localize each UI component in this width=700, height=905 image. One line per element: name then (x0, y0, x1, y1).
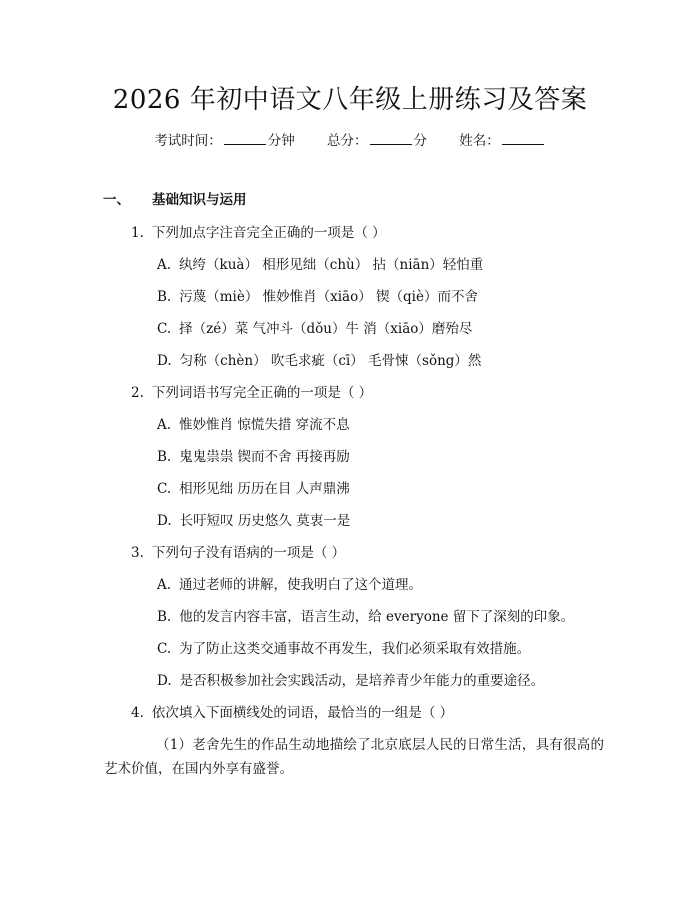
question-number: 4. (131, 705, 144, 721)
question-3-option-a (157, 575, 422, 595)
name-blank (502, 131, 544, 145)
option-letter: D. (157, 513, 172, 529)
question-text: 依次填入下面横线处的词语，最恰当的一组是（ ） (151, 705, 454, 721)
question-1-option-a (157, 255, 483, 275)
question-2-option-b (157, 447, 350, 467)
option-letter: C. (157, 321, 172, 337)
option-letter: A. (157, 417, 172, 433)
question-text: 下列词语书写完全正确的一项是（ ） (151, 385, 373, 401)
question-2-option-a (157, 415, 350, 435)
option-letter: D. (157, 353, 172, 369)
option-text: 择（zé）菜 气冲斗（dǒu）牛 消（xiāo）磨殆尽 (179, 321, 473, 337)
option-text: 为了防止这类交通事故不再发生，我们必须采取有效措施。 (179, 641, 531, 657)
option-text: 匀称（chèn） 吹毛求疵（cī） 毛骨悚（sǒng）然 (179, 353, 482, 369)
question-2 (131, 383, 372, 403)
section-number: 一、 (103, 192, 130, 208)
question-3-option-c (157, 639, 530, 659)
exam-time-blank (224, 131, 266, 145)
option-text: 是否积极参加社会实践活动，是培养青少年能力的重要途径。 (179, 673, 545, 689)
option-letter: D. (157, 673, 172, 689)
question-number: 3. (131, 545, 144, 561)
question-1-option-c (157, 319, 472, 339)
exam-time-label: 考试时间： (154, 133, 222, 149)
question-number: 1. (131, 225, 144, 241)
question-2-option-d (157, 511, 350, 531)
page-title: 2026 年初中语文八年级上册练习及答案 (112, 85, 588, 115)
option-text: 他的发言内容丰富，语言生动，给 everyone 留下了深刻的印象。 (179, 609, 575, 625)
section-heading (103, 190, 247, 210)
question-text: 下列加点字注音完全正确的一项是（ ） (151, 225, 386, 241)
option-letter: B. (157, 609, 172, 625)
total-score-label: 总分： (327, 133, 368, 149)
name-field (459, 131, 546, 151)
option-text: 长吁短叹 历史悠久 莫衷一是 (179, 513, 351, 529)
total-score-blank (370, 131, 412, 145)
option-text: 纨绔（kuà） 相形见绌（chù） 拈（niān）轻怕重 (179, 257, 484, 273)
question-2-option-c (157, 479, 350, 499)
option-letter: C. (157, 641, 172, 657)
question-1-option-d (157, 351, 481, 371)
option-letter: B. (157, 289, 172, 305)
option-letter: B. (157, 449, 172, 465)
question-3-option-b (157, 607, 574, 627)
option-letter: C. (157, 481, 172, 497)
option-text: 惟妙惟肖 惊慌失措 穿流不息 (179, 417, 350, 433)
question-number: 2. (131, 385, 144, 401)
question-3 (131, 543, 345, 563)
question-1 (131, 223, 386, 243)
question-text: 下列句子没有语病的一项是（ ） (151, 545, 346, 561)
name-label: 姓名： (459, 133, 500, 149)
question-4 (131, 703, 453, 723)
option-letter: A. (157, 577, 172, 593)
exam-time-field (154, 131, 295, 151)
option-text: 鬼鬼祟祟 锲而不舍 再接再励 (179, 449, 350, 465)
total-score-field (327, 131, 427, 151)
exam-time-unit: 分钟 (267, 133, 295, 149)
section-title: 基础知识与运用 (152, 192, 247, 208)
option-letter: A. (157, 257, 172, 273)
option-text: 污蔑（miè） 惟妙惟肖（xiāo） 锲（qiè）而不舍 (179, 289, 478, 305)
exam-info-line (0, 131, 700, 151)
reading-passage: （1）老舍先生的作品生动地描绘了北京底层人民的日常生活，具有很高的艺术价值，在国内外享有盛誉。 (104, 737, 604, 777)
option-text: 通过老师的讲解，使我明白了这个道理。 (179, 577, 423, 593)
option-text: 相形见绌 历历在目 人声鼎沸 (179, 481, 350, 497)
question-3-option-d (157, 671, 544, 691)
question-1-option-b (157, 287, 478, 307)
total-score-unit: 分 (413, 133, 427, 149)
